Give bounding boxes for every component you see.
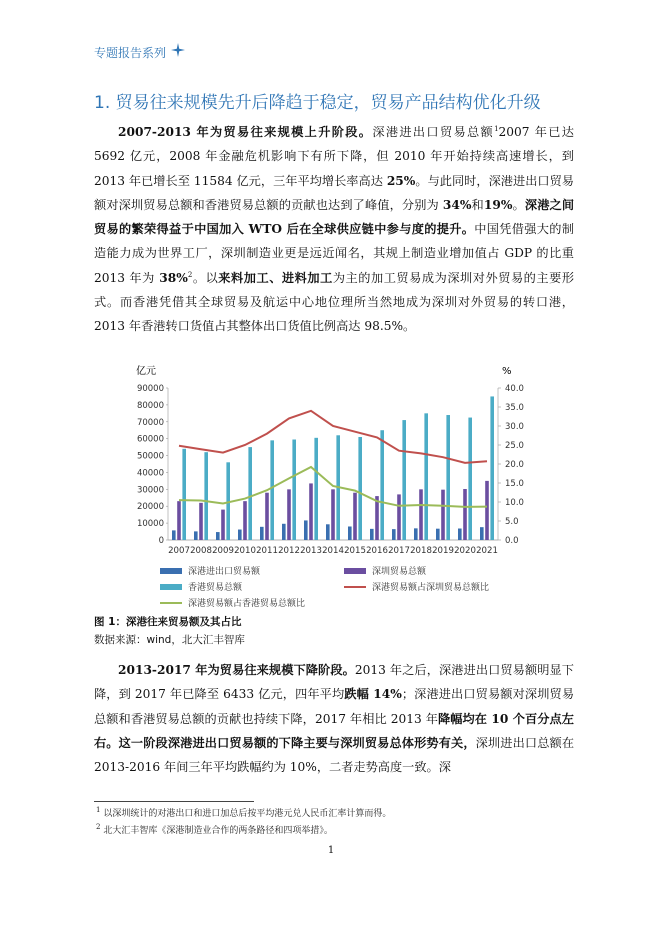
x-tick-label: 2021 xyxy=(476,546,498,556)
page-number: 1 xyxy=(327,845,335,856)
p1-text-1: 深港进出口贸易总额 xyxy=(372,125,495,139)
p2-bold-2: 降幅均在 10 个百分点左右。这一阶段深港进出口贸易额的下降主要与深圳贸易总体形势有关， xyxy=(94,711,574,750)
x-tick-label: 2018 xyxy=(410,546,432,556)
sparkle-icon xyxy=(171,43,185,57)
bar-2-2016 xyxy=(380,430,384,540)
right-tick-label: 5.0 xyxy=(505,517,519,527)
left-tick-label: 50000 xyxy=(136,451,164,462)
p1-text-2: 2007 年已达 5692 亿元，2008 年金融危机影响下有所下降，但 2010 年开始持续高速增长，到 2013 年已增长至 11584 亿元，三年平均增长率高达 xyxy=(94,125,574,188)
left-axis-unit: 亿元 xyxy=(136,366,156,377)
x-tick-label: 2016 xyxy=(366,546,388,556)
bar-1-2016 xyxy=(375,496,379,540)
bar-1-2011 xyxy=(265,493,269,540)
left-tick-label: 20000 xyxy=(136,502,164,513)
p2-text-3: 深圳进出口总额在 2013-2016 年间三年平均跌幅约为 10%，二者走势高度一致。深 xyxy=(94,735,575,775)
right-tick-label: 20.0 xyxy=(505,460,524,470)
bar-0-2021 xyxy=(480,527,484,540)
p1-bold-4: 深港之间贸易的繁荣得益于中国加入 WTO 后在全球供应链中参与度的提升。 xyxy=(94,197,575,237)
line-series-0 xyxy=(179,411,487,463)
bar-0-2010 xyxy=(238,530,242,540)
right-axis-unit: % xyxy=(502,366,512,377)
bar-2-2011 xyxy=(270,440,274,540)
bar-1-2012 xyxy=(287,489,291,540)
bar-1-2007 xyxy=(177,501,181,540)
bar-1-2009 xyxy=(221,510,225,540)
footnote-1 xyxy=(96,806,391,819)
bar-2-2017 xyxy=(402,420,406,540)
bar-1-2008 xyxy=(199,503,203,540)
legend-swatch-2 xyxy=(160,584,182,590)
bar-1-2013 xyxy=(309,483,313,540)
right-tick-label: 30.0 xyxy=(505,422,524,432)
x-tick-label: 2020 xyxy=(454,546,476,556)
legend-label-1: 深圳贸易总额 xyxy=(372,567,427,577)
report-series-label: 专题报告系列 xyxy=(94,46,167,60)
p2-bold-1: 跌幅 14% xyxy=(344,687,402,702)
p1-bold-6: 来料加工、进料加工 xyxy=(218,270,333,285)
p1-text-4: 和 xyxy=(471,197,484,212)
bar-1-2014 xyxy=(331,489,335,540)
right-tick-label: 40.0 xyxy=(505,384,524,394)
p1-text-8: 为主的加工贸易成为深圳对外贸易的主要形式。而香港凭借其全球贸易及航运中心地位理所当然地成为深圳对外贸易的转口港，2013 年香港转口货值占其整体出口货值比例高达 98.5%。 xyxy=(94,270,575,334)
bar-0-2008 xyxy=(194,531,198,540)
bar-2-2013 xyxy=(314,438,318,540)
p2-lead: 2013-2017 年为贸易往来规模下降阶段。 xyxy=(118,663,355,677)
bar-0-2009 xyxy=(216,532,220,540)
left-tick-label: 60000 xyxy=(136,434,164,445)
left-tick-label: 0 xyxy=(158,536,164,546)
right-tick-label: 0.0 xyxy=(505,536,519,546)
bar-0-2018 xyxy=(414,528,418,540)
bar-1-2015 xyxy=(353,493,357,540)
bar-2-2008 xyxy=(204,452,208,540)
legend-label-0: 深港进出口贸易额 xyxy=(188,567,261,577)
bar-0-2014 xyxy=(326,524,330,540)
footnote-2-number: 2 xyxy=(96,823,101,831)
bar-0-2016 xyxy=(370,529,374,540)
right-tick-label: 15.0 xyxy=(505,479,524,489)
x-tick-label: 2007 xyxy=(168,546,190,556)
bar-1-2020 xyxy=(463,489,467,540)
bar-0-2007 xyxy=(172,530,176,540)
bar-0-2013 xyxy=(304,520,308,540)
footnote-divider xyxy=(94,801,254,802)
figure-caption: 图 1：深港往来贸易额及其占比 xyxy=(94,616,242,628)
paragraph-1 xyxy=(94,120,574,339)
x-tick-label: 2019 xyxy=(432,546,454,556)
footnote-2-text: 北大汇丰智库《深港制造业合作的两条路径和四项举措》。 xyxy=(103,826,333,836)
footnote-2 xyxy=(96,823,333,836)
bar-2-2015 xyxy=(358,437,362,540)
left-tick-label: 10000 xyxy=(136,519,164,530)
legend-swatch-0 xyxy=(160,568,182,574)
p1-text-6: 中国凭借强大的制造能力成为世界工厂，深圳制造业更是远近闻名，其规上制造业增加值占 GDP 的比重 2013 年为 xyxy=(94,222,575,285)
bar-2-2021 xyxy=(490,396,494,540)
section-title: 1. 贸易往来规模先升后降趋于稳定，贸易产品结构优化升级 xyxy=(94,93,541,113)
legend-label-3: 深港贸易额占深圳贸易总额比 xyxy=(372,583,490,593)
right-tick-label: 25.0 xyxy=(505,441,524,451)
left-tick-label: 80000 xyxy=(136,400,164,411)
p1-lead: 2007-2013 年为贸易往来规模上升阶段。 xyxy=(118,125,373,139)
legend-swatch-1 xyxy=(344,568,366,574)
p2-text-2: ；深港进出口贸易额对深圳贸易总额和香港贸易总额的贡献也持续下降，2017 年相比 2013 年 xyxy=(94,687,575,726)
x-tick-label: 2014 xyxy=(322,546,344,556)
bar-2-2019 xyxy=(446,415,450,540)
left-tick-label: 70000 xyxy=(136,417,164,428)
report-series-header xyxy=(94,44,166,61)
bar-1-2017 xyxy=(397,494,401,540)
p1-bold-1: 25% xyxy=(386,173,416,188)
x-tick-label: 2013 xyxy=(300,546,322,556)
bar-1-2010 xyxy=(243,501,247,540)
x-tick-label: 2010 xyxy=(234,546,256,556)
bar-0-2019 xyxy=(436,529,440,540)
footnote-ref-2[interactable]: 2 xyxy=(187,270,193,279)
bar-0-2011 xyxy=(260,527,264,540)
p1-text-3: 。与此同时，深港进出口贸易额对深圳贸易总额和香港贸易总额的贡献也达到了峰值，分别为 xyxy=(94,173,574,212)
bar-2-2010 xyxy=(248,447,252,540)
footnote-ref-1[interactable]: 1 xyxy=(494,124,499,133)
x-tick-label: 2009 xyxy=(212,546,234,556)
right-tick-label: 10.0 xyxy=(505,498,524,508)
x-tick-label: 2017 xyxy=(388,546,410,556)
p1-bold-2: 34% xyxy=(442,197,472,212)
x-tick-label: 2008 xyxy=(190,546,212,556)
paragraph-2 xyxy=(94,658,574,779)
left-tick-label: 40000 xyxy=(136,468,164,479)
bar-2-2018 xyxy=(424,413,428,540)
footnote-1-number: 1 xyxy=(96,806,101,814)
p2-text-1: 2013 年之后，深港进出口贸易额明显下降，到 2017 年已降至 6433 亿元，四年平均 xyxy=(94,663,574,702)
bar-1-2018 xyxy=(419,489,423,540)
legend-label-4: 深港贸易额占香港贸易总额比 xyxy=(188,599,306,609)
left-tick-label: 30000 xyxy=(136,485,164,496)
p1-bold-5: 38% xyxy=(159,270,188,285)
bar-2-2020 xyxy=(468,418,472,540)
x-tick-label: 2011 xyxy=(256,546,278,556)
bar-0-2015 xyxy=(348,526,352,540)
bar-2-2007 xyxy=(182,449,186,540)
p1-bold-3: 19% xyxy=(483,197,513,212)
trade-chart xyxy=(94,362,578,618)
p1-text-7: 。以 xyxy=(192,270,219,285)
legend-label-2: 香港贸易总额 xyxy=(188,583,243,593)
bar-1-2021 xyxy=(485,481,489,540)
bar-0-2017 xyxy=(392,529,396,540)
left-tick-label: 90000 xyxy=(136,384,164,394)
x-tick-label: 2012 xyxy=(278,546,300,556)
right-tick-label: 35.0 xyxy=(505,403,524,413)
bar-0-2012 xyxy=(282,524,286,540)
bar-1-2019 xyxy=(441,490,445,540)
bar-0-2020 xyxy=(458,529,462,540)
footnote-1-text: 以深圳统计的对港出口和进口加总后按平均港元兑人民币汇率计算而得。 xyxy=(103,809,392,819)
figure-source: 数据来源：wind，北大汇丰智库 xyxy=(94,634,245,646)
x-tick-label: 2015 xyxy=(344,546,366,556)
p1-text-5: 。 xyxy=(512,197,525,212)
bar-2-2012 xyxy=(292,440,296,540)
